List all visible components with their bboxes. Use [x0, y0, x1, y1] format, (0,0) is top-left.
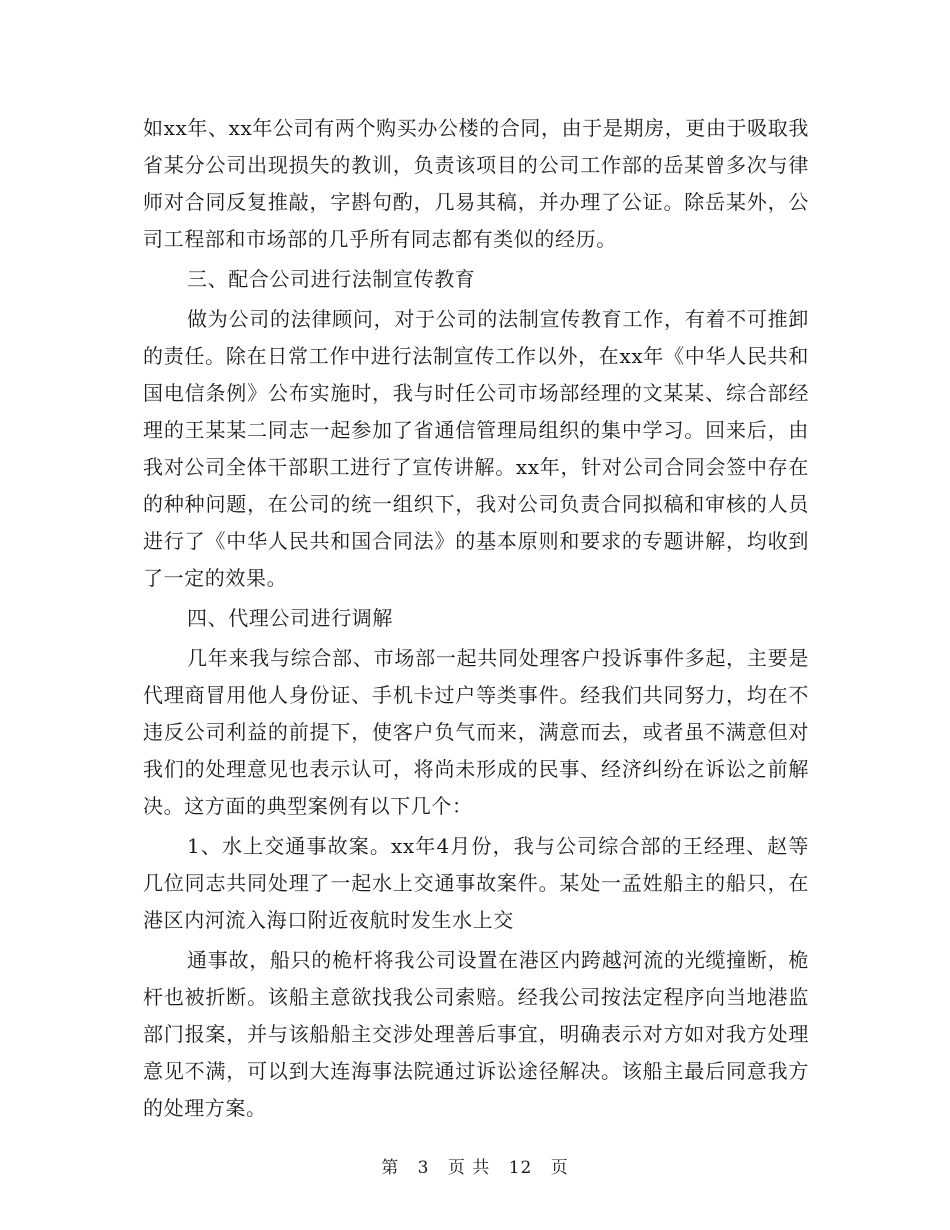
section-heading: 四、代理公司进行调解 [187, 606, 393, 630]
current-page-number: 3 [417, 1158, 430, 1178]
paragraph: 通事故，船只的桅杆将我公司设置在港区内跨越河流的光缆撞断，桅杆也被折断。该船主意欲找我公司索赔。经我公司按法定程序向当地港监部门报案，并与该船船主交涉处理善后事宜，明确表示对方如对我方处理意见不满，可以到大连海事法院通过诉讼途径解决。该船主最后同意我方的处理方案。 [143, 948, 809, 1120]
footer-prefix: 第 [381, 1158, 400, 1178]
paragraph: 如xx年、xx年公司有两个购买办公楼的合同，由于是期房，更由于吸取我省某分公司出现损失的教训，负责该项目的公司工作部的岳某曾多次与律师对合同反复推敲，字斟句酌，几易其稿，并办理了公证。除岳某外，公司工程部和市场部的几乎所有同志都有类似的经历。 [143, 116, 809, 251]
total-page-count: 12 [508, 1158, 533, 1178]
paragraph: 几年来我与综合部、市场部一起共同处理客户投诉事件多起，主要是代理商冒用他人身份证、手机卡过户等类事件。经我们共同努力，均在不违反公司利益的前提下，使客户负气而来，满意而去，或者虽不满意但对我们的处理意见也表示认可，将尚未形成的民事、经济纠纷在诉讼之前解决。这方面的典型案例有以下几个： [143, 646, 809, 818]
paragraph: 1、水上交通事故案。xx年4月份，我与公司综合部的王经理、赵等几位同志共同处理了一起水上交通事故案件。某处一孟姓船主的船只，在港区内河流入海口附近夜航时发生水上交 [143, 834, 809, 932]
footer-middle: 页 共 [447, 1158, 491, 1178]
footer-suffix: 页 [550, 1158, 569, 1178]
page-footer [0, 1153, 950, 1178]
document-body [143, 110, 809, 1127]
section-heading: 三、配合公司进行法制宣传教育 [187, 267, 476, 291]
paragraph: 做为公司的法律顾问，对于公司的法制宣传教育工作，有着不可推卸的责任。除在日常工作中进行法制宣传工作以外，在xx年《中华人民共和国电信条例》公布实施时，我与时任公司市场部经理的文某某、综合部经理的王某某二同志一起参加了省通信管理局组织的集中学习。回来后，由我对公司全体干部职工进行了宣传讲解。xx年，针对公司合同会签中存在的种种问题，在公司的统一组织下，我对公司负责合同拟稿和审核的人员进行了《中华人民共和国合同法》的基本原则和要求的专题讲解，均收到了一定的效果。 [143, 307, 809, 590]
